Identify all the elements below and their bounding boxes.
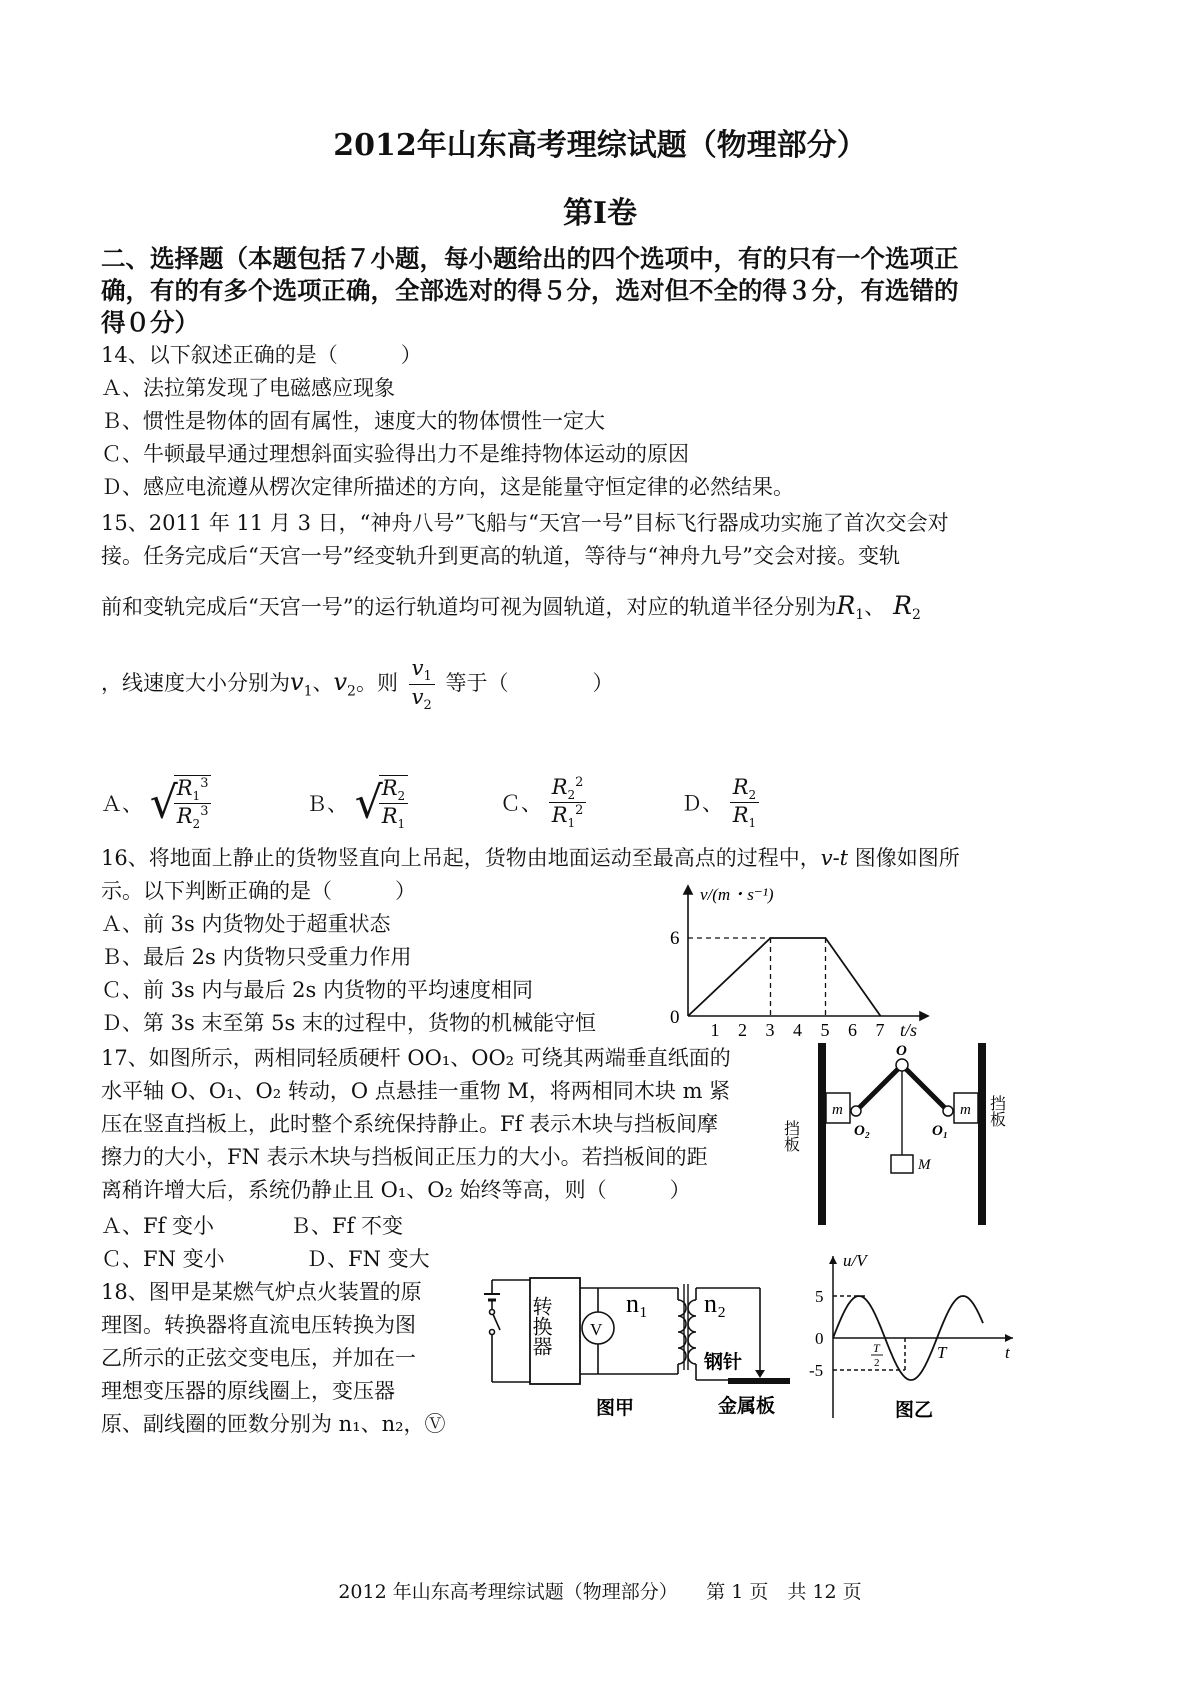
q18-line5: 原、副线圈的匝数分别为 n₁、n₂，Ⓥ xyxy=(101,1412,446,1436)
pivot-o1 xyxy=(943,1106,953,1116)
q17-line4: 擦力的大小，FN 表示木块与挡板间正压力的大小。若挡板间的距 xyxy=(101,1145,708,1169)
q17-line1: 17、如图所示，两相同轻质硬杆 OO₁、OO₂ 可绕其两端垂直纸面的 xyxy=(101,1046,731,1070)
ytick-5: 5 xyxy=(815,1287,824,1306)
vt-graph xyxy=(660,878,940,1038)
left-wall xyxy=(818,1043,826,1225)
vt-xtick-2: 2 xyxy=(738,1020,747,1038)
q15-option-b: Ｂ、 √ $\frac{R_2}{R_1}$ xyxy=(306,775,408,831)
rod-oo2 xyxy=(856,1065,902,1111)
t-half-num: T xyxy=(873,1341,880,1355)
ytick-0: 0 xyxy=(815,1329,824,1348)
q15-line2: 接。任务完成后“天宫一号”经变轨升到更高的轨道，等待与“神舟九号”交会对接。变轨 xyxy=(101,544,900,568)
q14-stem: 14、以下叙述正确的是（ ） xyxy=(101,343,422,367)
volume-title: 第Ⅰ卷 xyxy=(562,196,638,231)
vt-xtick-4: 4 xyxy=(793,1020,802,1038)
fig-jia-caption: 图甲 xyxy=(596,1398,635,1419)
page-footer: 2012 年山东高考理综试题（物理部分） 第 1 页 共 12 页 xyxy=(338,1581,862,1603)
q14-option-a: Ａ、法拉第发现了电磁感应现象 xyxy=(101,376,395,400)
section-instructions-line2: 确，有的有多个选项正确，全部选对的得５分，选对但不全的得３分，有选错的 xyxy=(101,276,959,305)
q17-option-b: Ｂ、Ff 不变 xyxy=(290,1214,404,1238)
t-half-den: 2 xyxy=(874,1357,880,1369)
section-instructions-line1: 二、选择题（本题包括７小题，每小题给出的四个选项中，有的只有一个选项正 xyxy=(101,244,959,273)
q16-option-c: Ｃ、前 3s 内与最后 2s 内货物的平均速度相同 xyxy=(101,978,533,1002)
q17-line3: 压在竖直挡板上，此时整个系统保持静止。Ff 表示木块与挡板间摩 xyxy=(101,1112,719,1136)
converter-label: 转换器 xyxy=(529,1296,551,1356)
primary-coil xyxy=(678,1300,686,1364)
q14-option-d: Ｄ、感应电流遵从楞次定律所描述的方向，这是能量守恒定律的必然结果。 xyxy=(101,475,794,499)
rod-figure xyxy=(780,1035,1020,1230)
circuit-figure-jia xyxy=(478,1270,800,1440)
t-full: T xyxy=(937,1343,947,1362)
vt-xtick-5: 5 xyxy=(820,1020,830,1038)
plate-label: 金属板 xyxy=(718,1396,776,1417)
q16-option-b: Ｂ、最后 2s 内货物只受重力作用 xyxy=(101,945,412,969)
pivot-o xyxy=(896,1059,908,1071)
fig-yi-caption: 图乙 xyxy=(895,1400,934,1421)
q15-line1: 15、2011 年 11 月 3 日，“神舟八号”飞船与“天宫一号”目标飞行器成功实施了首次交会对 xyxy=(101,511,949,535)
q16-option-a: Ａ、前 3s 内货物处于超重状态 xyxy=(101,912,391,936)
right-block-label: m xyxy=(960,1102,971,1118)
voltage-graph-yi xyxy=(805,1248,1025,1428)
vt-y-arrow xyxy=(684,886,692,894)
left-block-label: m xyxy=(832,1102,843,1118)
n1-label: n₁ xyxy=(626,1289,649,1318)
label-o: O xyxy=(896,1043,907,1059)
vt-xtick-1: 1 xyxy=(710,1020,720,1038)
left-wall-label: 挡板 xyxy=(781,1120,799,1152)
vt-xtick-7: 7 xyxy=(875,1020,885,1038)
section-instructions-line3: 得０分） xyxy=(101,308,199,337)
vt-ytick-6: 6 xyxy=(670,928,680,949)
q15-option-a: Ａ、 √ $\frac{R_1^3}{R_2^3}$ xyxy=(101,775,211,831)
q16-line2: 示。以下判断正确的是（ ） xyxy=(101,879,416,903)
vt-ylabel: v/(m・s⁻¹) xyxy=(700,885,774,904)
n2-label: n₂ xyxy=(704,1289,727,1318)
q18-line3: 乙所示的正弦交变电压，并加在一 xyxy=(101,1346,416,1370)
vt-series-line xyxy=(688,938,881,1016)
mass-m-block xyxy=(891,1155,913,1173)
t-xlabel: t xyxy=(1005,1343,1010,1362)
u-ylabel: u/V xyxy=(843,1251,867,1270)
q18-line2: 理图。转换器将直流电压转换为图 xyxy=(101,1313,416,1337)
q15-option-c: Ｃ、 $\frac{R_2^2}{R_1^2}$ xyxy=(500,775,586,830)
q16-line1: 16、将地面上静止的货物竖直向上吊起，货物由地面运动至最高点的过程中，v-t 图像如图所 xyxy=(101,846,960,870)
voltmeter-label: V xyxy=(590,1320,603,1339)
metal-plate xyxy=(728,1378,790,1384)
q15-line4: ，线速度大小分别为$v_1$、$v_2$。则 $\frac{v_1}{v_2}$ 等于（ ） xyxy=(101,656,614,714)
q17-line2: 水平轴 O、O₁、O₂ 转动，O 点悬挂一重物 M，将两相同木块 m 紧 xyxy=(101,1079,731,1103)
q14-option-b: Ｂ、惯性是物体的固有属性，速度大的物体惯性一定大 xyxy=(101,409,605,433)
q17-option-a: Ａ、Ff 变小 xyxy=(101,1214,215,1238)
vt-x-arrow xyxy=(920,1012,928,1020)
q18-line4: 理想变压器的原线圈上，变压器 xyxy=(101,1379,395,1403)
pivot-o2 xyxy=(851,1106,861,1116)
q17-option-d: Ｄ、FN 变大 xyxy=(306,1247,430,1271)
q18-line1: 18、图甲是某燃气炉点火装置的原 xyxy=(101,1280,422,1304)
right-wall xyxy=(978,1043,986,1225)
ratio-v1-v2: $\frac{v_1}{v_2}$ xyxy=(409,656,435,713)
vt-xlabel: t/s xyxy=(900,1020,918,1038)
q17-option-c: Ｃ、FN 变小 xyxy=(101,1247,225,1271)
q15-line3: 前和变轨完成后“天宫一号”的运行轨道均可视为圆轨道，对应的轨道半径分别为$R_1$、 $R_2$ xyxy=(101,591,921,624)
q17-line5: 离稍许增大后，系统仍静止且 O₁、O₂ 始终等高，则（ ） xyxy=(101,1178,691,1202)
label-o2: O₂ xyxy=(854,1123,871,1139)
vt-xtick-3: 3 xyxy=(765,1020,775,1038)
rod-oo1 xyxy=(902,1065,948,1111)
q14-option-c: Ｃ、牛顿最早通过理想斜面实验得出力不是维持物体运动的原因 xyxy=(101,442,689,466)
needle-tip xyxy=(755,1370,765,1378)
needle-label: 钢针 xyxy=(704,1352,743,1373)
paper-title: 2012年山东高考理综试题（物理部分） xyxy=(333,128,867,163)
right-wall-label: 挡板 xyxy=(987,1095,1005,1127)
q16-option-d: Ｄ、第 3s 末至第 5s 末的过程中，货物的机械能守恒 xyxy=(101,1011,596,1035)
q15-option-d: Ｄ、 $\frac{R_2}{R_1}$ xyxy=(681,775,759,830)
vt-origin: 0 xyxy=(670,1007,680,1028)
mass-m-label: M xyxy=(918,1157,931,1173)
secondary-coil xyxy=(688,1300,696,1364)
ytick-neg5: -5 xyxy=(809,1361,824,1380)
vt-xtick-6: 6 xyxy=(848,1020,857,1038)
label-o1: O₁ xyxy=(932,1123,949,1139)
